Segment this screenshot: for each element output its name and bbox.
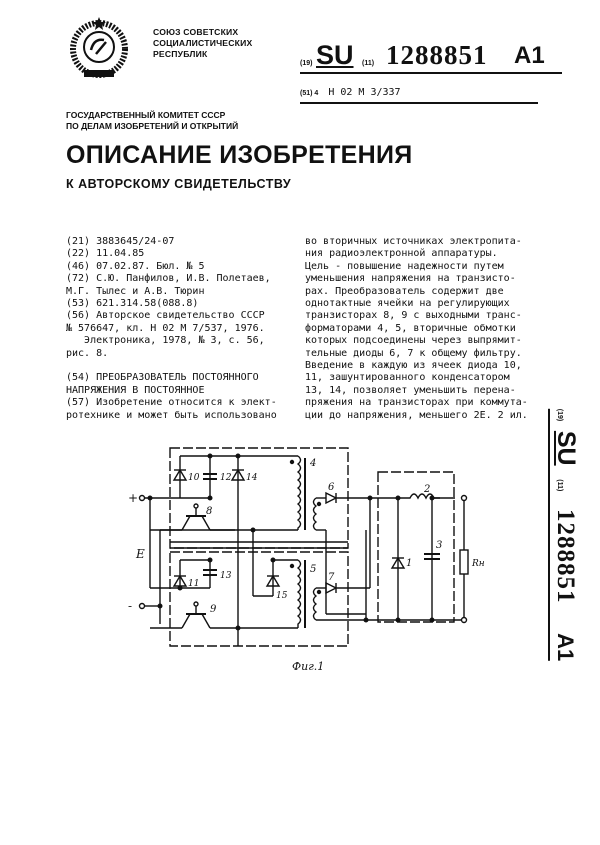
transistor-9 — [150, 602, 238, 628]
abstract-line: однотактные ячейки на регулирующих — [305, 298, 510, 310]
abstract-line: форматорами 4, 5, вторичные обмотки — [305, 322, 516, 334]
biblio-line: (56) Авторское свидетельство СССР — [66, 310, 265, 322]
state-line: СОЦИАЛИСТИЧЕСКИХ — [153, 38, 253, 48]
kind-code: A1 — [514, 42, 545, 69]
abstract-line: 11, зашунтированного конденсатором — [305, 372, 510, 384]
biblio-line: (22) 11.04.85 — [66, 248, 145, 260]
ipc-label: (51) 4 — [300, 90, 319, 97]
transformer-5-primary — [298, 560, 301, 628]
abstract-line: транзисторах 8, 9 с выходными транс- — [305, 310, 522, 322]
label-c12: 12 — [220, 473, 232, 483]
label-tr5: 5 — [310, 564, 317, 575]
side-country-code: SU — [552, 430, 580, 466]
label-source: E — [136, 547, 145, 561]
country-code-label: (19) — [300, 60, 313, 67]
transformer-4-secondary — [314, 498, 317, 530]
label-t8: 8 — [206, 506, 213, 517]
label-d15: 15 — [276, 591, 288, 601]
abstract-line: ции до напряжения, меньшего 2Е. 2 ил. — [305, 409, 528, 421]
committee-line: ГОСУДАРСТВЕННЫЙ КОМИТЕТ СССР — [66, 110, 226, 120]
biblio-line: рис. 8. — [66, 347, 109, 359]
biblio-line: (72) С.Ю. Панфилов, И.В. Полетаев, — [66, 273, 271, 285]
label-d10: 10 — [188, 473, 200, 483]
label-minus: - — [128, 599, 133, 613]
abstract-line: Введение в каждую из ячеек диода 10, — [305, 360, 522, 372]
abstract-line: пряжения на транзисторах при коммута- — [305, 397, 528, 409]
document-title: ОПИСАНИЕ ИЗОБРЕТЕНИЯ — [66, 141, 413, 169]
abstract-line: 13, 14, позволяет уменьшить перена- — [305, 384, 516, 396]
biblio-line: (21) 3883645/24-07 — [66, 236, 175, 247]
label-l2: 2 — [424, 484, 431, 495]
label-load: Rн — [472, 559, 485, 569]
abstract-text — [305, 236, 545, 422]
biblio-line: Электроника, 1978, № 3, с. 56, — [66, 335, 265, 347]
biblio-line: № 576647, кл. H 02 M 7/537, 1976. — [66, 322, 265, 334]
country-code: SU — [316, 40, 354, 70]
transformer-4-primary — [298, 456, 301, 530]
biblio-line: М.Г. Тылес и А.В. Тюрин — [66, 285, 205, 297]
biblio-line: (54) ПРЕОБРАЗОВАТЕЛЬ ПОСТОЯННОГО — [66, 372, 259, 384]
committee-name — [66, 110, 238, 132]
state-name — [153, 27, 252, 60]
figure-caption: Фиг.1 — [292, 660, 325, 673]
ussr-emblem-icon — [66, 14, 132, 80]
plus-terminal — [140, 496, 145, 501]
transformer-5-secondary — [314, 588, 317, 620]
biblio-line: ротехнике и может быть использовано — [66, 409, 277, 421]
abstract-line: тельные диоды 6, 7 к общему фильтру. — [305, 347, 522, 359]
biblio-line: (57) Изобретение относится к элект- — [66, 397, 277, 409]
load-resistor — [460, 550, 468, 574]
diode-7 — [326, 583, 336, 593]
bibliographic-data — [66, 236, 306, 422]
side-document-number: 1288851 — [552, 508, 579, 604]
label-d11: 11 — [188, 579, 200, 589]
abstract-line: рах. Преобразователь содержит две — [305, 285, 504, 297]
side-doc-number-label: (11) — [556, 479, 563, 492]
document-number: 1288851 — [386, 40, 488, 70]
circuit-diagram — [110, 430, 510, 650]
side-kind-code: A1 — [553, 633, 578, 662]
label-plus: + — [128, 491, 139, 505]
diode-6 — [326, 493, 336, 503]
doc-number-label: (11) — [362, 60, 375, 67]
biblio-line — [66, 360, 306, 372]
publication-number-block — [300, 42, 562, 74]
label-d14: 14 — [246, 473, 258, 483]
transistor-8 — [150, 504, 235, 530]
biblio-line: НАПРЯЖЕНИЯ В ПОСТОЯННОЕ — [66, 384, 205, 396]
ipc-classification — [300, 87, 538, 104]
minus-terminal — [140, 604, 145, 609]
label-t9: 9 — [210, 604, 217, 615]
ipc-code: H 02 M 3/337 — [328, 87, 401, 98]
document-subtitle: К АВТОРСКОМУ СВИДЕТЕЛЬСТВУ — [66, 177, 292, 191]
side-country-code-label: (19) — [556, 408, 563, 422]
label-d6: 6 — [328, 482, 335, 493]
label-c3: 3 — [436, 540, 443, 551]
label-c13: 13 — [220, 571, 232, 581]
abstract-line: во вторичных источниках электропита- — [305, 236, 522, 247]
committee-line: ПО ДЕЛАМ ИЗОБРЕТЕНИЙ И ОТКРЫТИЙ — [66, 121, 239, 131]
lower-cell-boundary — [170, 552, 348, 646]
state-line: РЕСПУБЛИК — [153, 49, 208, 59]
biblio-line: (46) 07.02.87. Бюл. № 5 — [66, 260, 205, 272]
label-d1: 1 — [406, 558, 413, 569]
abstract-line: которых подсоединены через выпрямит- — [305, 335, 522, 347]
state-line: СОЮЗ СОВЕТСКИХ — [153, 27, 239, 37]
abstract-line: ния радиоэлектронной аппаратуры. — [305, 248, 498, 260]
biblio-line: (53) 621.314.58(088.8) — [66, 298, 199, 310]
abstract-line: уменьшения напряжения на транзисто- — [305, 273, 516, 285]
output-terminal-bottom — [462, 618, 467, 623]
label-tr4: 4 — [310, 458, 317, 469]
label-d7: 7 — [328, 572, 335, 583]
side-publication-stamp — [540, 405, 588, 665]
output-terminal-top — [462, 496, 467, 501]
abstract-line: Цель - повышение надежности путем — [305, 260, 504, 272]
